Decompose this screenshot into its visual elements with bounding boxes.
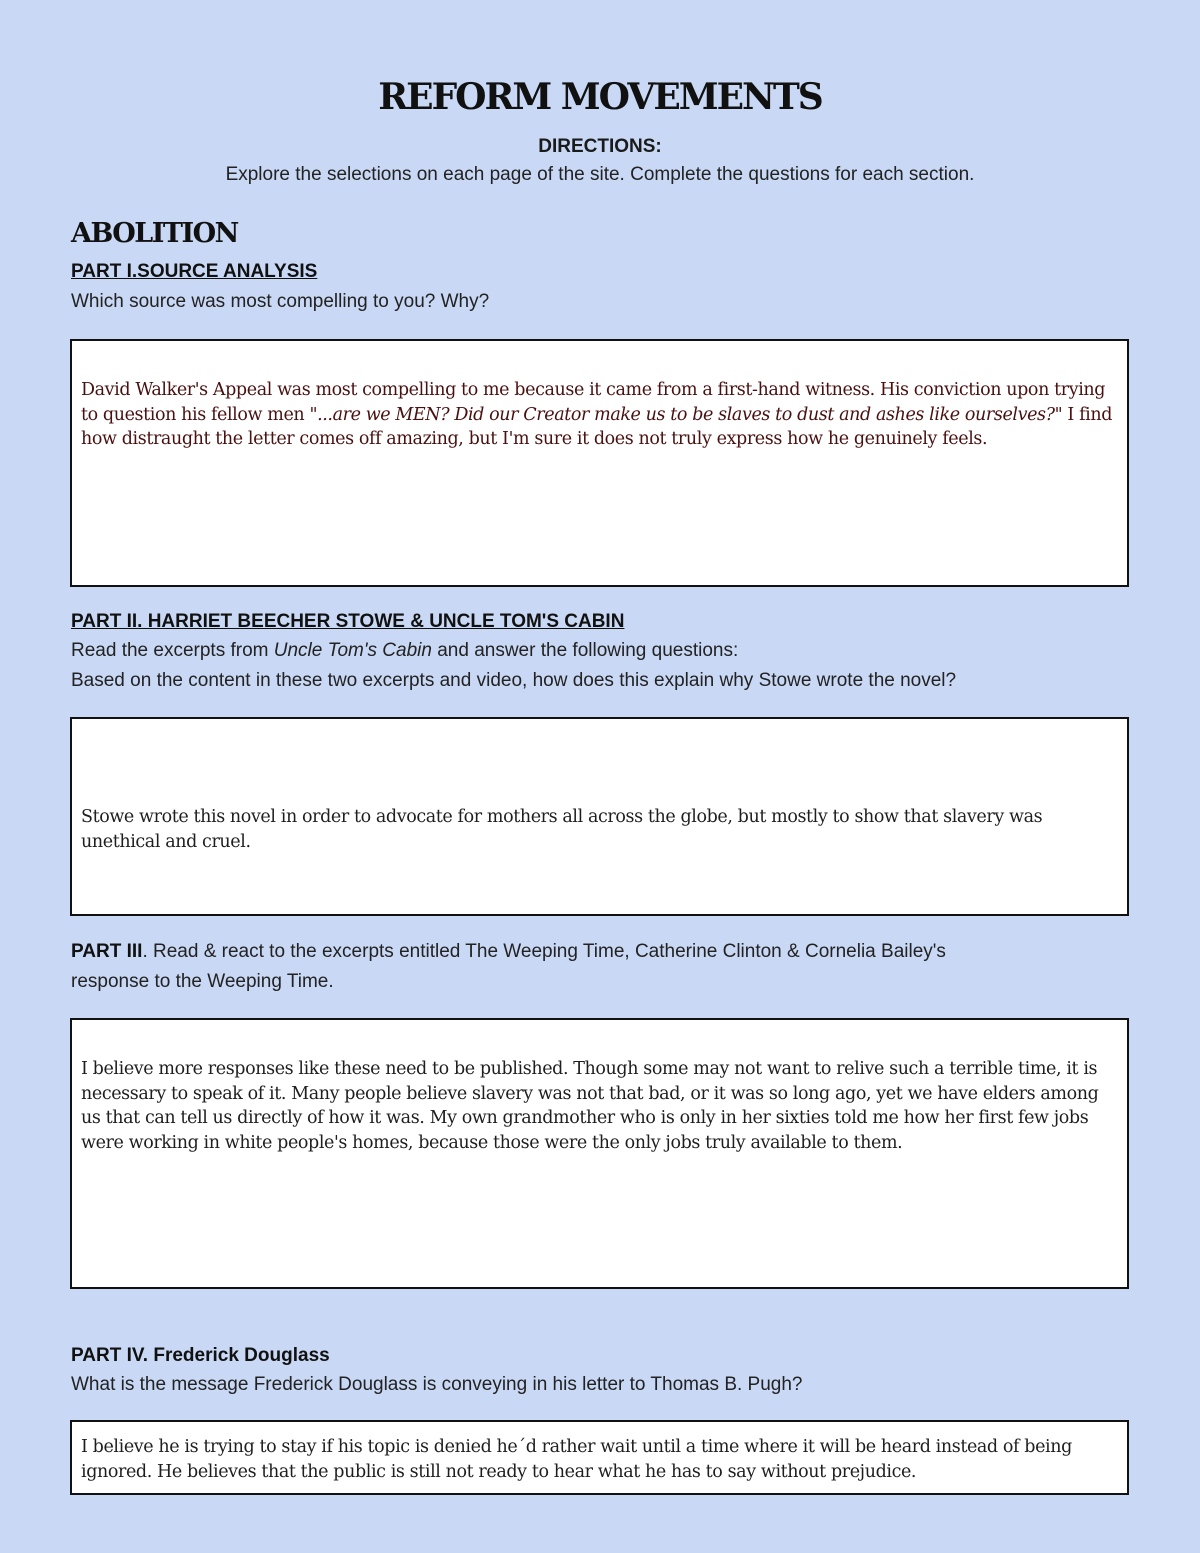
- part1-question: Which source was most compelling to you? Why?: [71, 291, 490, 312]
- part4-heading: PART IV. Frederick Douglass: [71, 1345, 330, 1366]
- page-title: REFORM MOVEMENTS: [378, 76, 822, 118]
- part4-answer: I believe he is trying to stay if his topic is denied he´d rather wait until a time where it will be heard instead of being ignored. He believes that the public is still not ready to hear what he has to say without prejudice.: [81, 1437, 1072, 1482]
- part1-answer: [81, 378, 1113, 452]
- section-title: ABOLITION: [71, 218, 238, 249]
- part1-answer-pre: David Walker's Appeal was most compelling to me because it came from a first-hand witness. His conviction upon trying to question his fellow men: [81, 380, 1106, 425]
- part3-heading-rest: . Read & react to the excerpts entitled The Weeping Time, Catherine Clinton & Cornelia Bailey's: [142, 941, 946, 962]
- part2-answer: Stowe wrote this novel in order to advocate for mothers all across the globe, but mostly to show that slavery was unethical and cruel.: [81, 807, 1043, 852]
- part1-answer-quote: "...are we MEN? Did our Creator make us to be slaves to dust and ashes like ourselves?": [309, 404, 1063, 425]
- part2-instruction-post: and answer the following questions:: [431, 640, 739, 661]
- part1-answer-post: I find how distraught the letter comes off amazing, but I'm sure it does not truly express how he genuinely feels.: [81, 404, 1113, 449]
- part2-instruction-italic: Uncle Tom's Cabin: [273, 640, 432, 661]
- part2-heading: PART II. HARRIET BEECHER STOWE & UNCLE TOM'S CABIN: [71, 611, 625, 632]
- part3-heading: [71, 941, 946, 963]
- directions-text: Explore the selections on each page of the site. Complete the questions for each section.: [225, 164, 975, 185]
- part1-answer-box[interactable]: [70, 339, 1129, 587]
- part2-instruction-pre: Read the excerpts from: [71, 640, 274, 661]
- part4-answer-box[interactable]: [70, 1420, 1129, 1495]
- part2-question: Based on the content in these two excerpts and video, how does this explain why Stowe wrote the novel?: [71, 670, 957, 691]
- part1-heading: PART I.SOURCE ANALYSIS: [71, 261, 318, 282]
- part4-question: What is the message Frederick Douglass is conveying in his letter to Thomas B. Pugh?: [71, 1374, 803, 1395]
- part3-answer: I believe more responses like these need to be published. Though some may not want to relive such a terrible time, it is necessary to speak of it. Many people believe slavery was not that bad, or it was so long ago, yet we have elders among us that can tell us directly of how it was. My own grandmother who is only in her sixties told me how her first few jobs were working in white people's homes, because those were the only jobs truly available to them.: [81, 1059, 1099, 1153]
- part3-heading-bold: PART III: [71, 941, 143, 962]
- directions-label: DIRECTIONS:: [538, 136, 662, 157]
- part2-instruction: [71, 640, 738, 662]
- part2-answer-box[interactable]: [70, 717, 1129, 916]
- part3-heading-line2: response to the Weeping Time.: [71, 971, 334, 992]
- part3-answer-box[interactable]: [70, 1018, 1129, 1289]
